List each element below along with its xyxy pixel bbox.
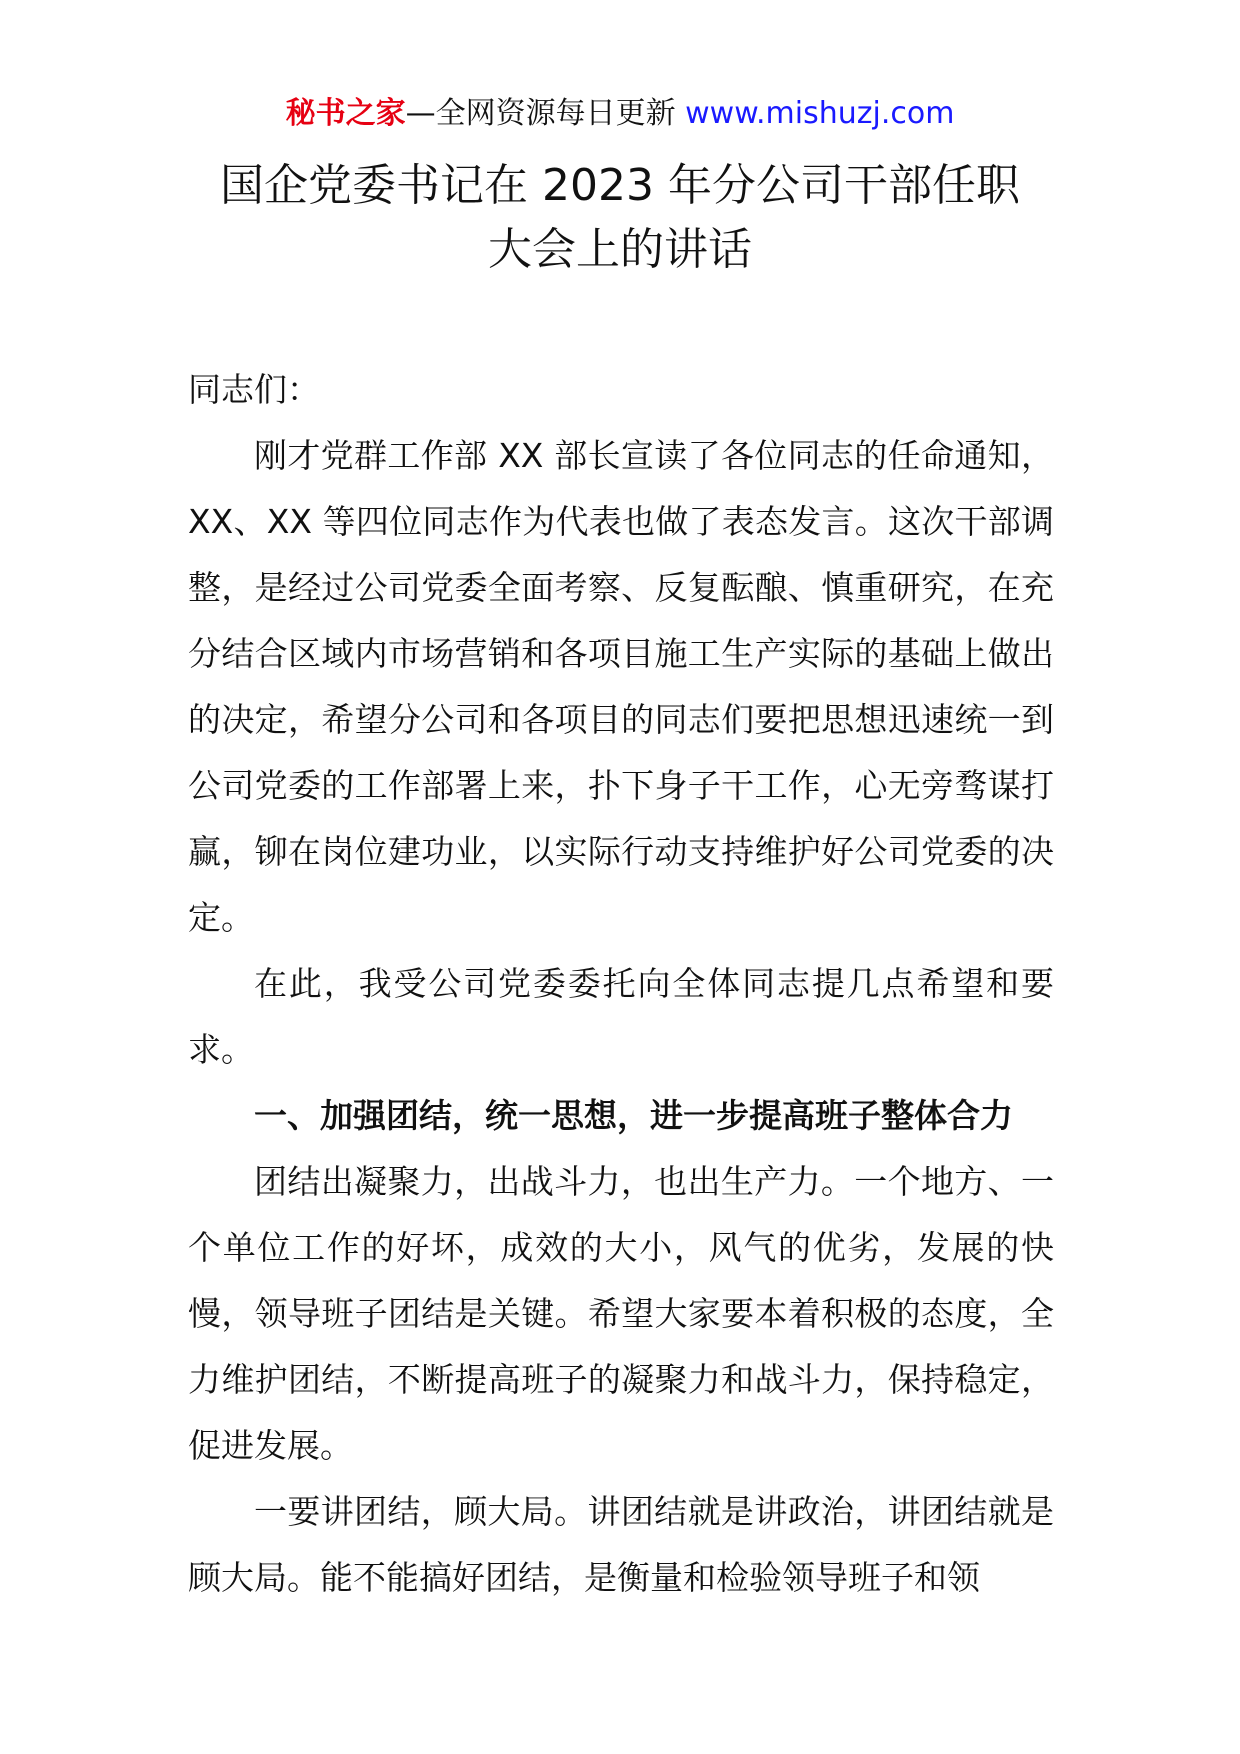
banner-brand: 秘书之家 xyxy=(285,96,406,131)
banner-tagline: —全网资源每日更新 xyxy=(405,96,686,131)
paragraph-4: 一要讲团结，顾大局。讲团结就是讲政治，讲团结就是顾大局。能不能搞好团结，是衡量和检验领导班子和领 xyxy=(188,1492,1054,1597)
document-body xyxy=(188,357,1054,1611)
salutation: 同志们： xyxy=(188,370,320,409)
title-line-2: 大会上的讲话 xyxy=(488,224,752,275)
paragraph-2: 在此，我受公司党委委托向全体同志提几点希望和要求。 xyxy=(188,964,1054,1069)
site-banner xyxy=(0,94,1240,134)
paragraph-3: 团结出凝聚力，出战斗力，也出生产力。一个地方、一个单位工作的好坏，成效的大小，风气的优劣，发展的快慢，领导班子团结是关键。希望大家要本着积极的态度，全力维护团结，不断提高班子的凝聚力和战斗力，保持稳定，促进发展。 xyxy=(188,1162,1054,1465)
document-title xyxy=(0,160,1240,276)
banner-website-link[interactable]: www.mishuzj.com xyxy=(685,96,955,131)
section-heading-1: 一、加强团结，统一思想，进一步提高班子整体合力 xyxy=(254,1096,1013,1135)
title-line-1: 国企党委书记在 2023 年分公司干部任职 xyxy=(220,160,1020,211)
paragraph-1: 刚才党群工作部 XX 部长宣读了各位同志的任命通知，XX、XX 等四位同志作为代表也做了表态发言。这次干部调整，是经过公司党委全面考察、反复酝酿、慎重研究，在充分结合区域内市场营销和各项目施工生产实际的基础上做出的决定，希望分公司和各项目的同志们要把思想迅速统一到公司党委的工作部署上来，扑下身子干工作，心无旁骛谋打赢，铆在岗位建功业，以实际行动支持维护好公司党委的决定。 xyxy=(188,436,1054,937)
